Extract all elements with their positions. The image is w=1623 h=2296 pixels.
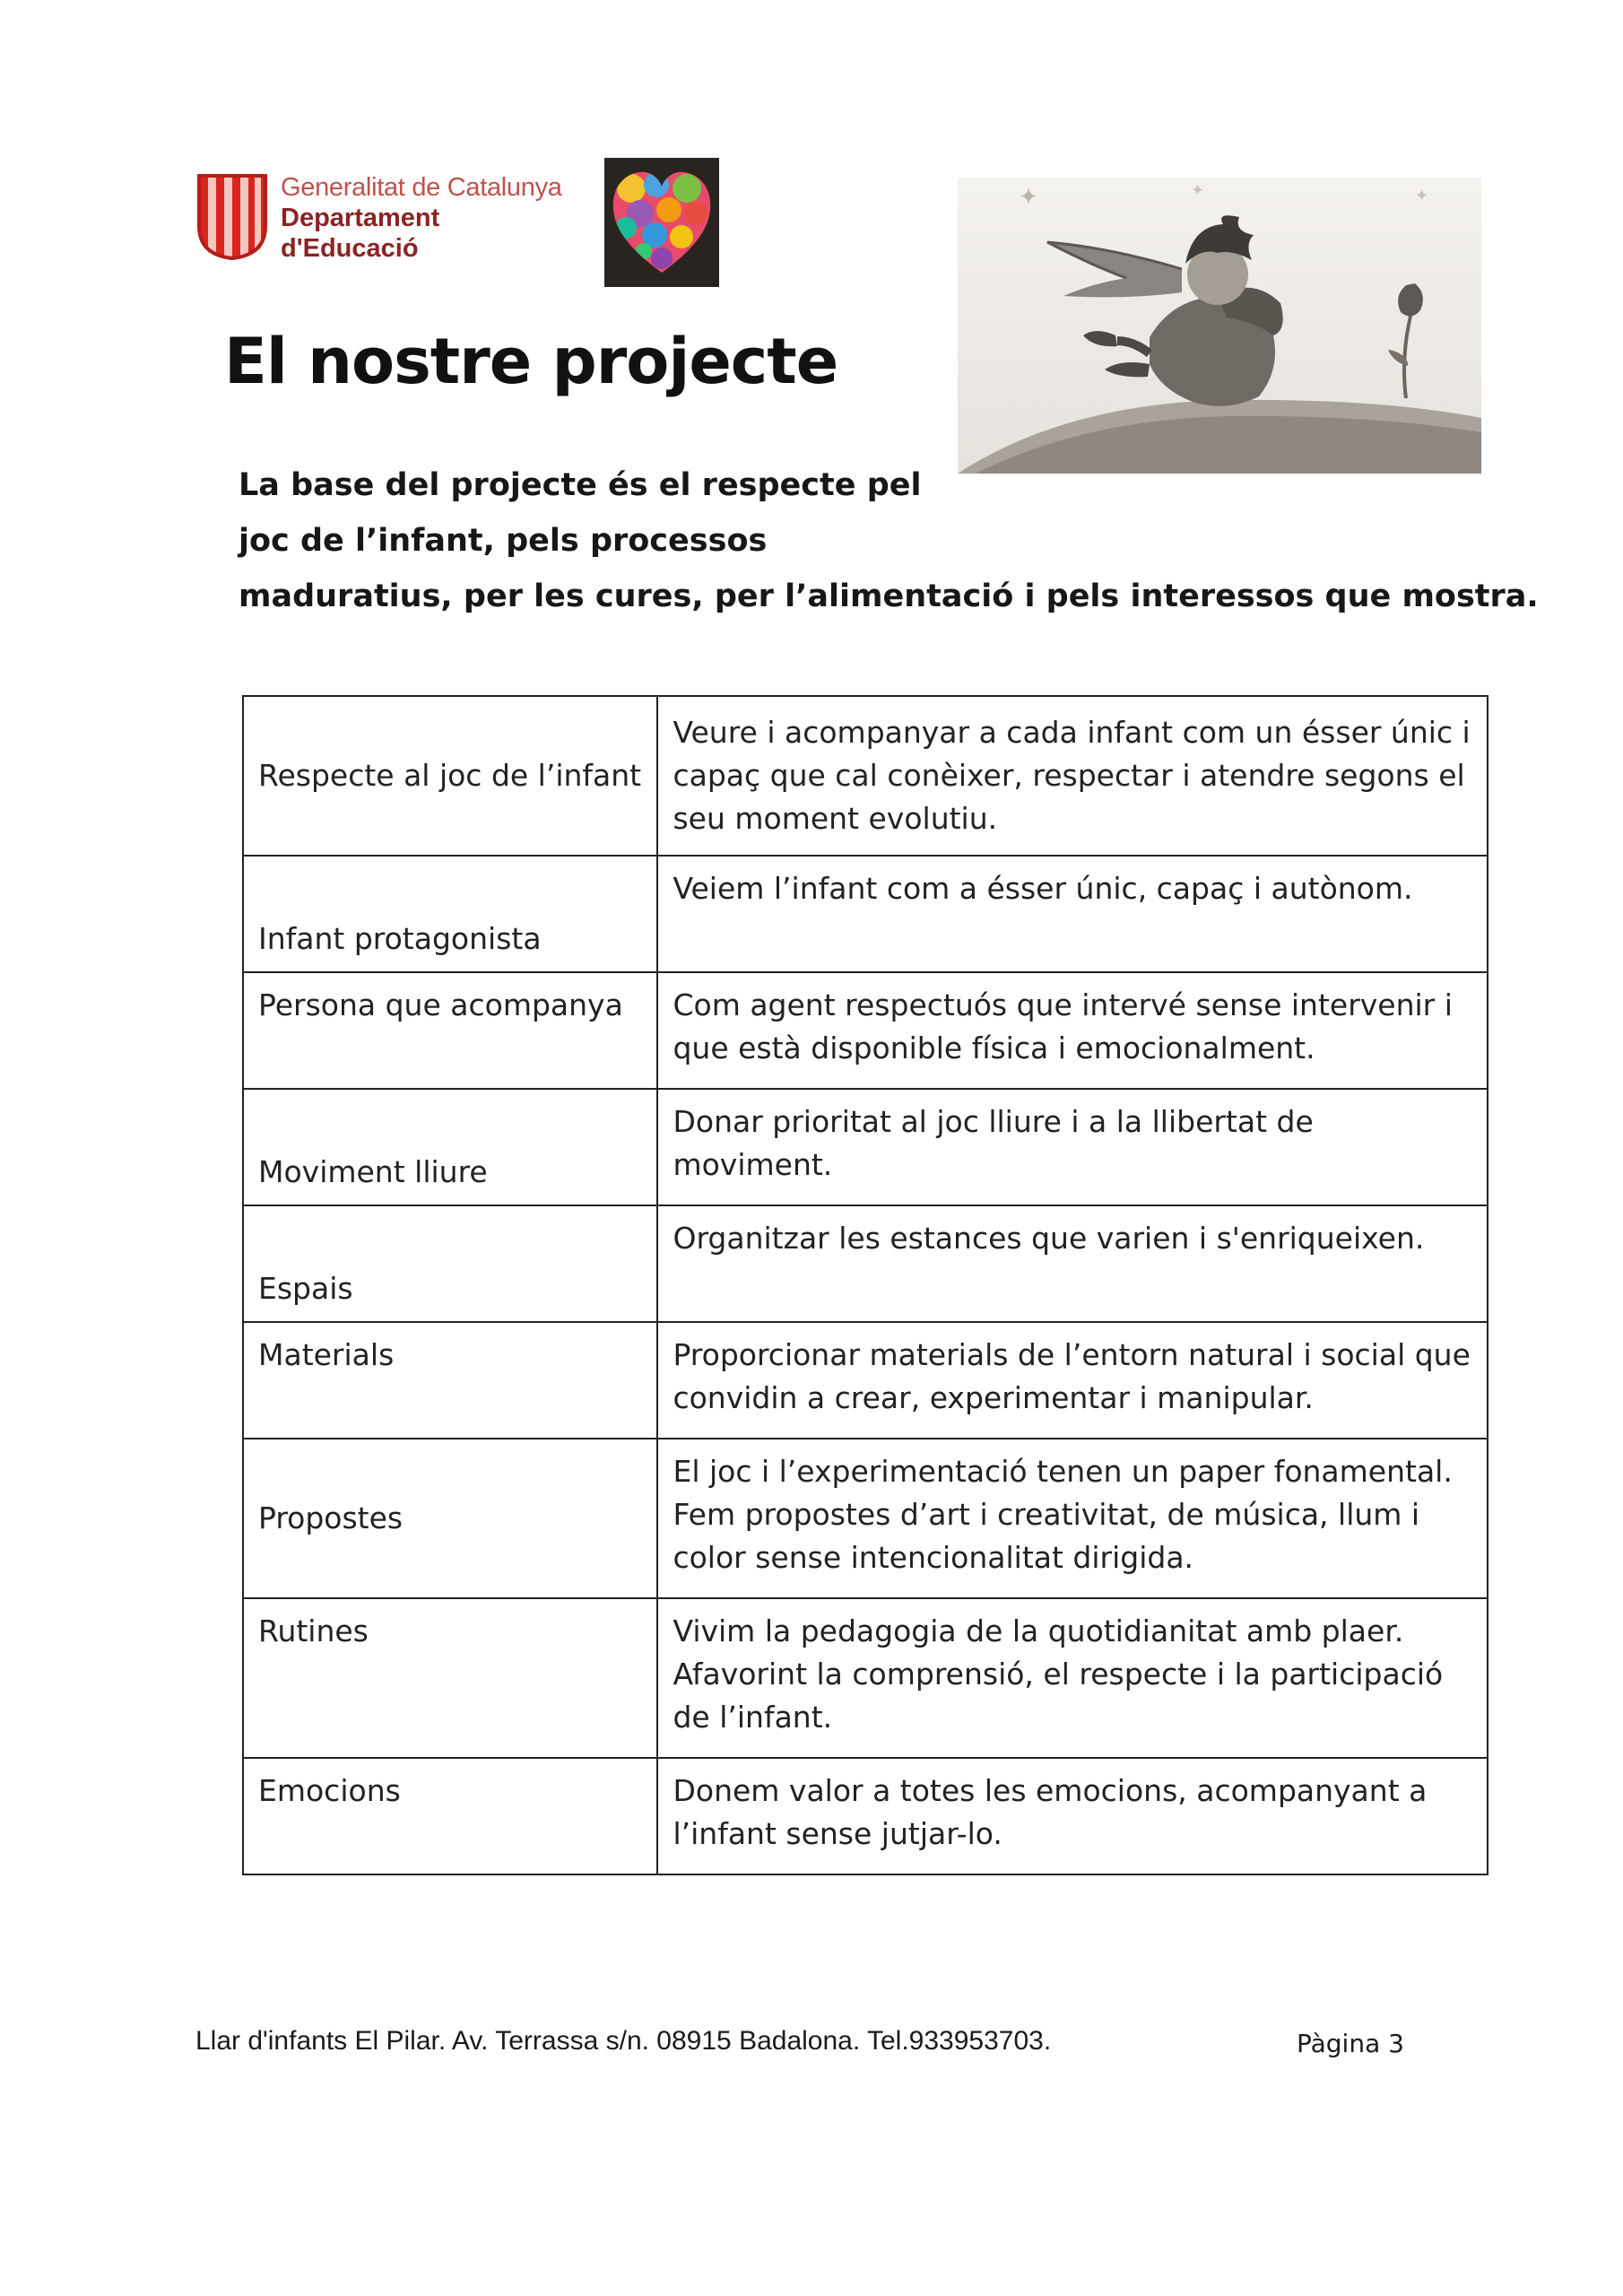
child-illustration	[958, 178, 1481, 474]
footer-address: Llar d'infants El Pilar. Av. Terrassa s/n. 08915 Badalona. Tel.933953703.	[195, 2026, 1052, 2056]
row-label: Persona que acompanya	[243, 972, 657, 1089]
svg-text:✦: ✦	[1191, 181, 1205, 200]
svg-text:✦: ✦	[1415, 187, 1429, 205]
table-row	[243, 1439, 1488, 1598]
table-row	[243, 1598, 1488, 1758]
row-label: Rutines	[243, 1598, 657, 1758]
row-label: Respecte al joc de l’infant	[243, 696, 657, 856]
svg-text:✦: ✦	[1019, 184, 1038, 211]
row-description: Donar prioritat al joc lliure i a la llibertat de moviment.	[657, 1089, 1488, 1205]
row-description: Donem valor a totes les emocions, acompanyant a l’infant sense jutjar-lo.	[657, 1758, 1488, 1874]
intro-line-2: joc de l’infant, pels processos	[239, 523, 768, 559]
table-row	[243, 696, 1488, 856]
org-name: Generalitat de Catalunya	[281, 173, 562, 202]
principles-table	[242, 695, 1488, 1875]
row-description: Com agent respectuós que intervé sense intervenir i que està disponible física i emocionalment.	[657, 972, 1488, 1089]
row-label: Propostes	[243, 1439, 657, 1598]
table-row	[243, 1205, 1488, 1322]
table-row	[243, 856, 1488, 972]
intro-line-1: La base del projecte és el respecte pel	[239, 467, 922, 503]
heart-logo	[604, 158, 719, 287]
row-description: Veure i acompanyar a cada infant com un ésser únic i capaç que cal conèixer, respectar i atendre segons el seu moment evolutiu.	[657, 696, 1488, 856]
row-label: Espais	[243, 1205, 657, 1322]
department-name: d'Educació	[281, 234, 419, 263]
little-prince-drawing	[958, 178, 1481, 474]
page-number: Pàgina 3	[1297, 2029, 1404, 2058]
heart-icon	[604, 158, 719, 287]
intro-line-3: maduratius, per les cures, per l’alimentació i pels interessos que mostra.	[239, 578, 1539, 614]
row-label: Infant protagonista	[243, 856, 657, 972]
page-title: El nostre projecte	[224, 325, 838, 398]
row-description: Veiem l’infant com a ésser únic, capaç i autònom.	[657, 856, 1488, 972]
table-row	[243, 1322, 1488, 1439]
intro-paragraph	[239, 457, 1539, 624]
generalitat-logo	[195, 172, 590, 269]
department-label: Departament	[281, 204, 440, 232]
generalitat-text	[281, 172, 562, 264]
row-description: Organitzar les estances que varien i s'enriqueixen.	[657, 1205, 1488, 1322]
generalitat-shield-icon	[195, 172, 269, 260]
row-description: El joc i l’experimentació tenen un paper fonamental. Fem propostes d’art i creativitat, de música, llum i color sense intencionalitat dirigida.	[657, 1439, 1488, 1598]
table-row	[243, 1758, 1488, 1874]
table-row	[243, 972, 1488, 1089]
row-label: Moviment lliure	[243, 1089, 657, 1205]
row-label: Emocions	[243, 1758, 657, 1874]
row-label: Materials	[243, 1322, 657, 1439]
table-row	[243, 1089, 1488, 1205]
row-description: Proporcionar materials de l’entorn natural i social que convidin a crear, experimentar i manipular.	[657, 1322, 1488, 1439]
row-description: Vivim la pedagogia de la quotidianitat amb plaer. Afavorint la comprensió, el respecte i la participació de l’infant.	[657, 1598, 1488, 1758]
